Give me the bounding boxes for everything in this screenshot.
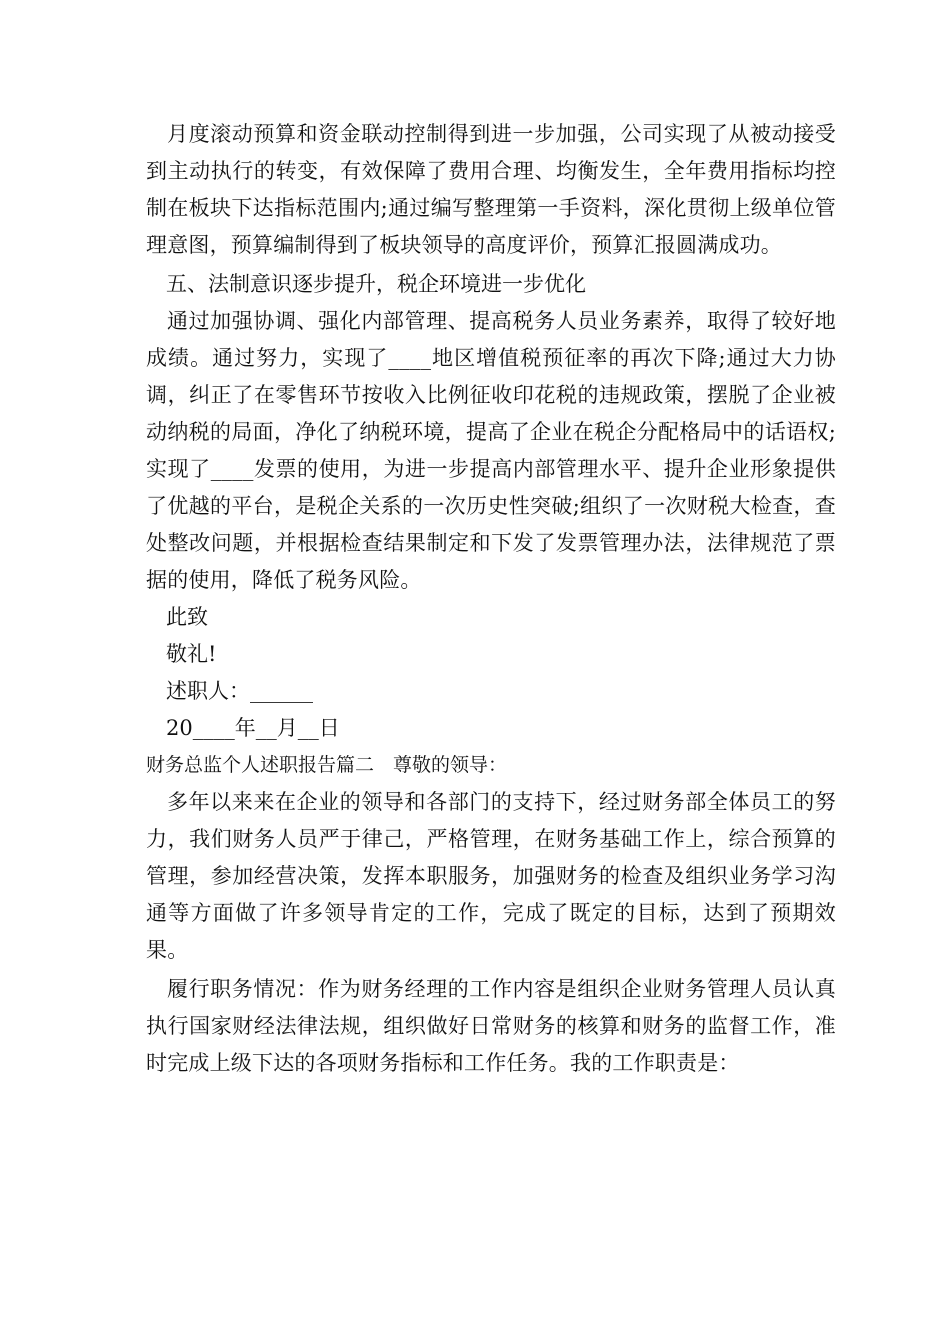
date-line: 20____年__月__日: [166, 716, 340, 740]
closing-cizhi: 此致: [166, 605, 208, 629]
paragraph-tax: 通过加强协调、强化内部管理、提高税务人员业务素养，取得了较好地成绩。通过努力，实现了____地区增值税预征率的再次下降;通过大力协调，纠正了在零售环节按收入比例征收印花税的违规政策，摆脱了企业被动纳税的局面，净化了纳税环境，提高了企业在税企分配格局中的话语权;实现了____发票的使用，为进一步提高内部管理水平、提升企业形象提供了优越的平台，是税企关系的一次历史性突破;组织了一次财税大检查，查处整改问题，并根据检查结果制定和下发了发票管理办法，法律规范了票据的使用，降低了税务风险。: [146, 309, 836, 592]
report-title-two: 财务总监个人述职报告篇二 尊敬的领导：: [146, 754, 508, 776]
paragraph-duties: 履行职务情况：作为财务经理的工作内容是组织企业财务管理人员认真执行国家财经法律法规，组织做好日常财务的核算和财务的监督工作，准时完成上级下达的各项财务指标和工作任务。我的工作职责是：: [146, 977, 836, 1075]
document-page: [146, 116, 836, 1082]
paragraph-intro: 多年以来来在企业的领导和各部门的支持下，经过财务部全体员工的努力，我们财务人员严于律己，严格管理，在财务基础工作上，综合预算的管理，参加经营决策，发挥本职服务，加强财务的检查及组织业务学习沟通等方面做了许多领导肯定的工作，完成了既定的目标，达到了预期效果。: [146, 790, 836, 962]
section-heading-five: 五、法制意识逐步提升，税企环境进一步优化: [166, 272, 586, 296]
paragraph-budget: 月度滚动预算和资金联动控制得到进一步加强，公司实现了从被动接受到主动执行的转变，有效保障了费用合理、均衡发生，全年费用指标均控制在板块下达指标范围内;通过编写整理第一手资料，深化贯彻上级单位管理意图，预算编制得到了板块领导的高度评价，预算汇报圆满成功。: [146, 122, 836, 257]
signature-line: 述职人：______: [166, 679, 313, 703]
closing-jingli: 敬礼!: [166, 642, 217, 666]
